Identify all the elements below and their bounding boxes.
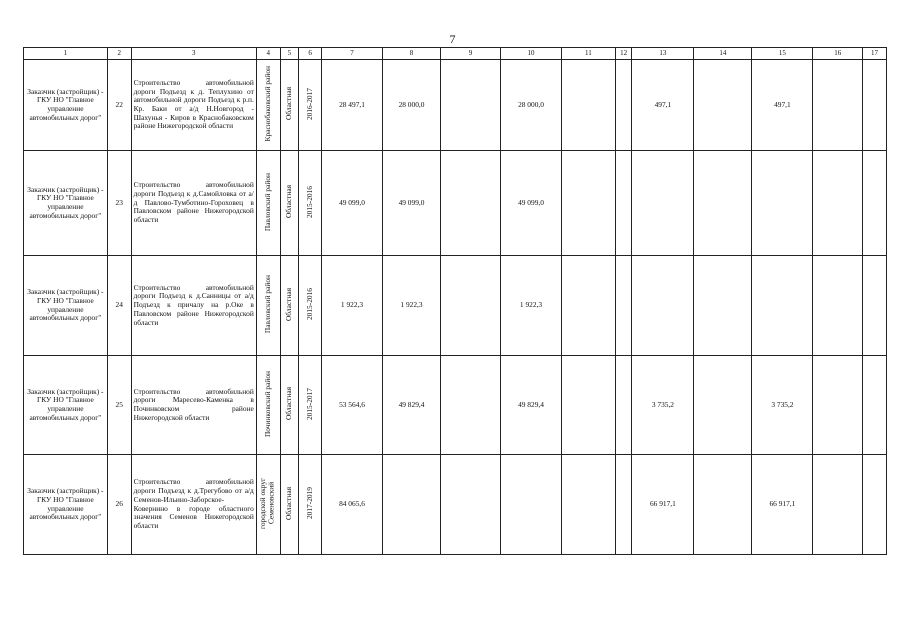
value-cell-c16 — [813, 455, 863, 555]
value-cell-c7: 49 099,0 — [321, 151, 382, 256]
value-cell-c17 — [863, 356, 887, 455]
row-number-cell: 23 — [107, 151, 131, 256]
table-row — [24, 151, 887, 256]
value-cell-c10: 49 099,0 — [500, 151, 561, 256]
value-cell-c12 — [615, 356, 632, 455]
value-cell-c9 — [440, 356, 500, 455]
col-header: 12 — [615, 48, 632, 60]
col-header: 8 — [383, 48, 441, 60]
value-cell-c16 — [813, 151, 863, 256]
period-cell-text: 2016-2017 — [304, 87, 314, 120]
value-cell-c15: 3 735,2 — [752, 356, 813, 455]
table-row — [24, 455, 887, 555]
value-cell-c7: 1 922,3 — [321, 256, 382, 356]
value-cell-c7: 53 564,6 — [321, 356, 382, 455]
value-cell-c9 — [440, 151, 500, 256]
ownership-level-cell — [280, 60, 299, 151]
period-cell-text: 2015-2017 — [304, 387, 314, 420]
col-header: 5 — [280, 48, 299, 60]
value-cell-c13: 66 917,1 — [632, 455, 694, 555]
value-cell-c10: 28 000,0 — [500, 60, 561, 151]
col-header: 17 — [863, 48, 887, 60]
district-cell-text: городской округ Семеновский — [258, 477, 277, 529]
page-number: 7 — [449, 32, 456, 46]
ownership-level-cell-text: Областная — [284, 287, 294, 321]
district-cell — [256, 356, 280, 455]
value-cell-c10: 1 922,3 — [500, 256, 561, 356]
value-cell-c8: 49 829,4 — [383, 356, 441, 455]
table-row — [24, 60, 887, 151]
column-number-row — [24, 48, 887, 60]
col-header: 1 — [24, 48, 108, 60]
value-cell-c12 — [615, 256, 632, 356]
period-cell-text: 2017-2019 — [304, 487, 314, 520]
col-header: 7 — [321, 48, 382, 60]
district-cell — [256, 455, 280, 555]
value-cell-c9 — [440, 60, 500, 151]
value-cell-c8: 49 099,0 — [383, 151, 441, 256]
value-cell-c13 — [632, 256, 694, 356]
ownership-level-cell-text: Областная — [284, 486, 294, 520]
row-number-cell: 24 — [107, 256, 131, 356]
col-header: 4 — [256, 48, 280, 60]
table-body — [24, 60, 887, 555]
district-cell-text: Павловский район — [262, 275, 272, 334]
ownership-level-cell-text: Областная — [284, 387, 294, 421]
period-cell — [299, 455, 322, 555]
value-cell-c17 — [863, 60, 887, 151]
value-cell-c12 — [615, 455, 632, 555]
district-cell — [256, 60, 280, 151]
customer-cell: Заказчик (застройщик) - ГКУ НО "Главное управление автомобильных дорог" — [24, 151, 108, 256]
district-cell — [256, 151, 280, 256]
ownership-level-cell-text: Областная — [284, 185, 294, 219]
ownership-level-cell — [280, 356, 299, 455]
customer-cell: Заказчик (застройщик) - ГКУ НО "Главное управление автомобильных дорог" — [24, 455, 108, 555]
value-cell-c8: 28 000,0 — [383, 60, 441, 151]
value-cell-c13: 497,1 — [632, 60, 694, 151]
ownership-level-cell — [280, 151, 299, 256]
customer-cell: Заказчик (застройщик) - ГКУ НО "Главное управление автомобильных дорог" — [24, 60, 108, 151]
value-cell-c14 — [694, 151, 752, 256]
period-cell — [299, 60, 322, 151]
ownership-level-cell — [280, 256, 299, 356]
col-header: 14 — [694, 48, 752, 60]
value-cell-c13: 3 735,2 — [632, 356, 694, 455]
value-cell-c11 — [562, 356, 616, 455]
col-header: 3 — [131, 48, 256, 60]
value-cell-c15: 497,1 — [752, 60, 813, 151]
col-header: 6 — [299, 48, 322, 60]
value-cell-c16 — [813, 60, 863, 151]
value-cell-c14 — [694, 60, 752, 151]
value-cell-c11 — [562, 256, 616, 356]
value-cell-c12 — [615, 151, 632, 256]
table-row — [24, 256, 887, 356]
object-name-cell: Строительство автомобильной дороги Подъезд к д.Трегубово от а/д Семенов-Ильино-Заборское-Ковернино в городе областного значения Семенов Нижегородской области — [131, 455, 256, 555]
object-name-cell: Строительство автомобильной дороги Подъезд к д.Самойловка от а/д Павлово-Тумботино-Гороховец в Павловском районе Нижегородской области — [131, 151, 256, 256]
period-cell-text: 2015-2016 — [304, 288, 314, 321]
value-cell-c15 — [752, 256, 813, 356]
value-cell-c9 — [440, 455, 500, 555]
value-cell-c11 — [562, 60, 616, 151]
value-cell-c11 — [562, 455, 616, 555]
object-name-cell: Строительство автомобильной дороги Подъезд к д.Санницы от а/д Подъезд к причалу на р.Оке в Павловском районе Нижегородской области — [131, 256, 256, 356]
district-cell-text: Павловский район — [262, 172, 272, 231]
col-header: 13 — [632, 48, 694, 60]
row-number-cell: 22 — [107, 60, 131, 151]
period-cell — [299, 356, 322, 455]
investment-table — [23, 47, 887, 555]
ownership-level-cell-text: Областная — [284, 87, 294, 121]
value-cell-c12 — [615, 60, 632, 151]
value-cell-c14 — [694, 455, 752, 555]
value-cell-c16 — [813, 356, 863, 455]
value-cell-c8: 1 922,3 — [383, 256, 441, 356]
period-cell-text: 2015-2016 — [304, 185, 314, 218]
period-cell — [299, 256, 322, 356]
value-cell-c11 — [562, 151, 616, 256]
value-cell-c15: 66 917,1 — [752, 455, 813, 555]
ownership-level-cell — [280, 455, 299, 555]
district-cell-text: Краснобаковский район — [262, 65, 272, 142]
value-cell-c15 — [752, 151, 813, 256]
row-number-cell: 25 — [107, 356, 131, 455]
col-header: 15 — [752, 48, 813, 60]
col-header: 9 — [440, 48, 500, 60]
value-cell-c17 — [863, 455, 887, 555]
table-row — [24, 356, 887, 455]
value-cell-c17 — [863, 151, 887, 256]
value-cell-c14 — [694, 256, 752, 356]
customer-cell: Заказчик (застройщик) - ГКУ НО "Главное управление автомобильных дорог" — [24, 256, 108, 356]
district-cell — [256, 256, 280, 356]
value-cell-c10: 49 829,4 — [500, 356, 561, 455]
col-header: 10 — [500, 48, 561, 60]
value-cell-c16 — [813, 256, 863, 356]
col-header: 11 — [562, 48, 616, 60]
customer-cell: Заказчик (застройщик) - ГКУ НО "Главное управление автомобильных дорог" — [24, 356, 108, 455]
value-cell-c17 — [863, 256, 887, 356]
value-cell-c14 — [694, 356, 752, 455]
value-cell-c7: 84 065,6 — [321, 455, 382, 555]
value-cell-c9 — [440, 256, 500, 356]
col-header: 16 — [813, 48, 863, 60]
value-cell-c8 — [383, 455, 441, 555]
value-cell-c10 — [500, 455, 561, 555]
district-cell-text: Починковский район — [262, 370, 272, 437]
value-cell-c7: 28 497,1 — [321, 60, 382, 151]
col-header: 2 — [107, 48, 131, 60]
value-cell-c13 — [632, 151, 694, 256]
row-number-cell: 26 — [107, 455, 131, 555]
object-name-cell: Строительство автомобильной дороги Подъезд к д. Теплухино от автомобильной дороги Подъезд к р.п. Кр. Баки от а/д Н.Новгород - Шахунья - Киров в Краснобаковском районе Нижегородской области — [131, 60, 256, 151]
object-name-cell: Строительство автомобильной дороги Маресево-Каменка в Починковском районе Нижегородской области — [131, 356, 256, 455]
period-cell — [299, 151, 322, 256]
